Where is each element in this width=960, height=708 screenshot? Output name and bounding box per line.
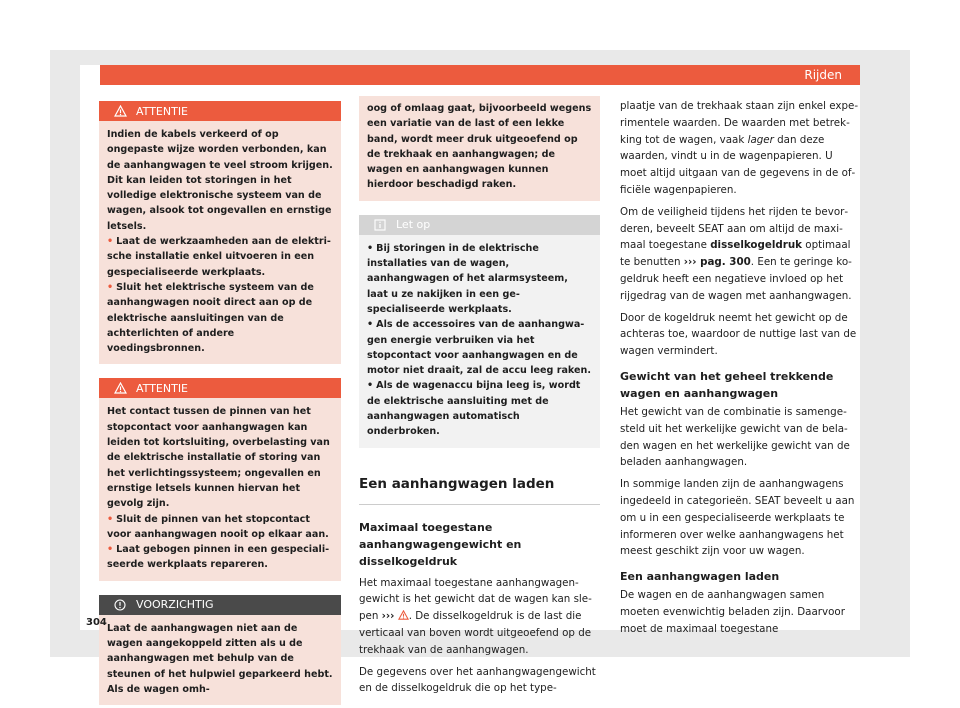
section-heading-block xyxy=(359,474,600,505)
column-3 xyxy=(620,96,861,638)
caution-box-continued xyxy=(359,96,600,201)
caution-text: Laat de aanhangwagen niet aan de wagen aangekoppeld zitten als u de aanhangwagen met behulp van de steunen of het hulpwiel geparkeerd hebt. Als de wagen omh- xyxy=(107,622,333,695)
warning-intro: Het contact tussen de pinnen van het stopcontact voor aanhangwagen kan leiden tot kortsluiting, overbelasting van de elektrische installatie of storing van het verlichtingssysteem; ongevallen en ernstige letsels kunnen hiervan het gevolg zijn. xyxy=(107,406,330,510)
caution-box-body xyxy=(99,615,341,705)
paragraph: Door de kogeldruk neemt het gewicht op de achteras toe, waardoor de nuttige last van de wagen vermindert. xyxy=(620,311,857,358)
warning-triangle-icon[interactable] xyxy=(398,610,409,622)
warning-box-header xyxy=(99,101,341,121)
exclamation-circle-icon xyxy=(114,599,136,611)
note-box-body xyxy=(359,235,600,448)
warning-intro: Indien de kabels verkeerd of op ongepaste wijze worden verbonden, kan de aanhangwagen te veel stroom krijgen. Dit kan leiden tot storingen in het volledige elektronische systeem van de wagen, alsook tot ongevallen en ernstige letsels. xyxy=(107,129,333,232)
paragraph: De gegevens over het aanhangwagengewicht en de disselkogeldruk die op het type- xyxy=(359,665,596,695)
paragraph: In sommige landen zijn de aanhangwagens ingedeeld in categorieën. SEAT beveelt u aan om u in een gespecialiseerde werkplaats te informeren over welke aanhangwagens het meest geschikt zijn voor uw wagen. xyxy=(620,478,855,558)
paragraph: Om de veiligheid tijdens het rijden te bevorderen, beveelt SEAT aan om altijd de maximaal toegestane disselkogeldruk optimaal te benutten ››› pag. 300. Een te geringe kogeldruk heeft een negatieve invloed op het rijgedrag van de wagen met aanhangwagen. xyxy=(620,205,852,302)
warning-triangle-icon xyxy=(114,105,136,117)
column-1 xyxy=(99,101,341,708)
note-box-header xyxy=(359,215,600,235)
caution-label: VOORZICHTIG xyxy=(136,598,214,612)
warning-label: ATTENTIE xyxy=(136,104,189,118)
warning-box-pins xyxy=(99,378,341,580)
list-item: • Sluit het elektrische systeem van de aanhangwagen nooit direct aan op de elektrische aansluitingen van de achterlichten of andere voedingsbronnen. xyxy=(107,281,314,355)
note-label: Let op xyxy=(396,218,431,232)
warning-box-body xyxy=(99,398,341,580)
list-item: • Sluit de pinnen van het stopcontact voor aanhangwagen nooit op elkaar aan. xyxy=(107,513,329,540)
list-item: • Als de accessoires van de aanhangwagen energie verbruiken via het stopcontact voor aanhangwagen en de motor niet draait, zal de accu leeg raken. xyxy=(367,319,592,377)
info-square-icon xyxy=(374,219,396,231)
section-title: Een aanhangwagen laden xyxy=(359,475,555,492)
warning-label: ATTENTIE xyxy=(136,381,189,395)
warning-triangle-icon xyxy=(114,382,136,394)
cross-reference-link[interactable]: ››› pag. 300 xyxy=(683,256,751,269)
sub-heading-loading: Een aanhangwagen laden xyxy=(620,570,780,584)
list-item: • Laat gebogen pinnen in een gespecialiseerde werkplaats repareren. xyxy=(107,544,330,571)
chapter-header xyxy=(100,65,860,85)
cross-reference-link[interactable]: ››› xyxy=(381,610,395,623)
warning-box-body xyxy=(99,121,341,364)
paragraph: Het maximaal toegestane aanhangwagengewicht is het gewicht dat de wagen kan slepen ››› . De disselkogeldruk is de last die verticaal van boven wordt uitgeoefend op de trekhaak van de aanhangwagen. xyxy=(359,576,592,656)
paragraph: De wagen en de aanhangwagen samen moeten evenwichtig beladen zijn. Daarvoor moet de maximaal toegestane xyxy=(620,589,845,635)
paragraph: Het gewicht van de combinatie is samengesteld uit het werkelijke gewicht van de beladen wagen en het werkelijke gewicht van de beladen aanhangwagen. xyxy=(620,405,850,469)
paragraph: plaatje van de trekhaak staan zijn enkel experimentele waarden. De waarden met betrekking tot de wagen, vaak lager dan deze waarden, vindt u in de wagenpapieren. U moet altijd uitgaan van de gegevens in de officiële wagenpapieren. xyxy=(620,100,859,196)
sub-heading-max-weight: Maximaal toegestane aanhangwagengewicht en disselkogeldruk xyxy=(359,520,522,568)
caution-box xyxy=(99,595,341,705)
caution-continued-text: oog of omlaag gaat, bijvoorbeeld wegens een variatie van de last of een lekke band, wordt meer druk uitgeoefend op de trekhaak en aanhangwagen; de wagen en aanhangwagen kunnen hierdoor beschadigd raken. xyxy=(367,103,592,191)
list-item: • Bij storingen in de elektrische installaties van de wagen, aanhangwagen of het alarmsysteem, laat u ze nakijken in een gespecialiseerde werkplaats. xyxy=(367,242,568,315)
list-item: • Laat de werkzaamheden aan de elektrische installatie enkel uitvoeren in een gespecialiseerde werkplaats. xyxy=(107,236,331,278)
column-2 xyxy=(359,96,600,697)
caution-box-body xyxy=(359,96,600,201)
sub-heading-combination-weight: Gewicht van het geheel trekkende wagen en aanhangwagen xyxy=(620,369,834,400)
caution-box-header xyxy=(99,595,341,615)
page-number: 304 xyxy=(86,617,107,628)
list-item: • Als de wagenaccu bijna leeg is, wordt de elektrische aansluiting met de aanhangwagen automatisch onderbroken. xyxy=(367,380,581,438)
chapter-title: Rijden xyxy=(804,68,842,82)
warning-box-cables xyxy=(99,101,341,364)
note-box xyxy=(359,215,600,448)
warning-box-header xyxy=(99,378,341,398)
